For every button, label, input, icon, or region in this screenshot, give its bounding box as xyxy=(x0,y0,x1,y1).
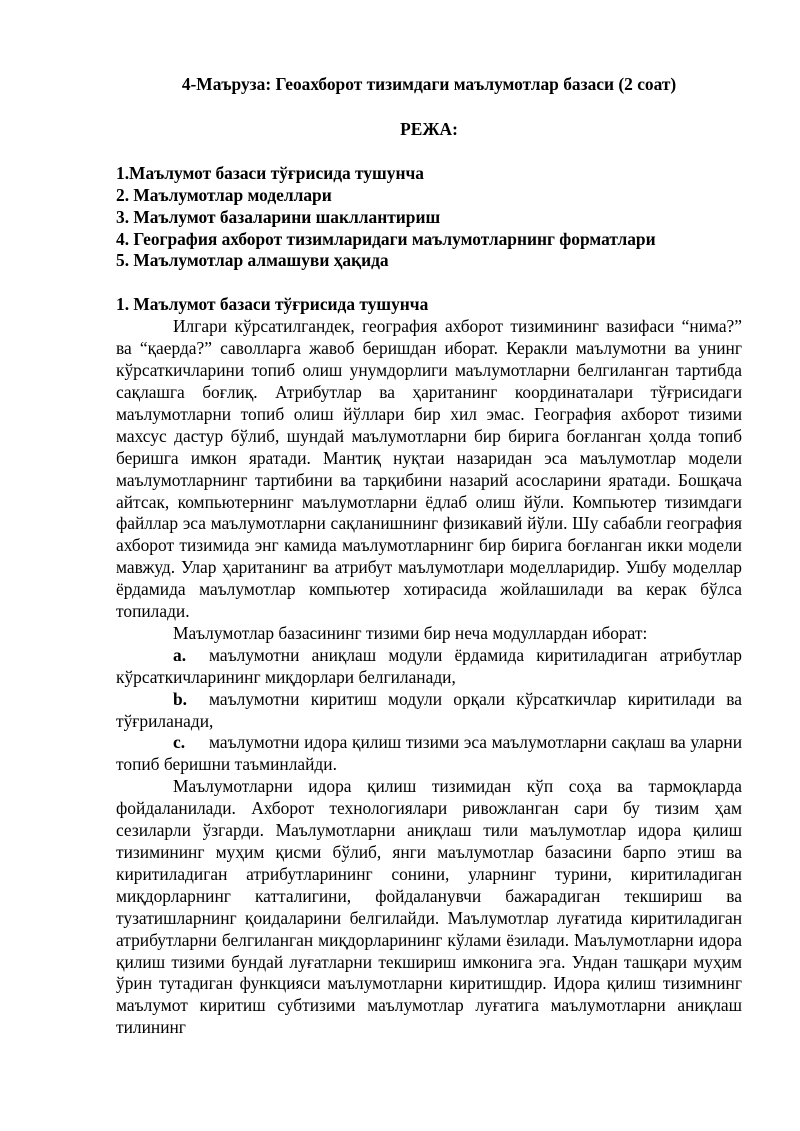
document-page xyxy=(116,74,742,1039)
plan-heading: РЕЖА: xyxy=(400,118,458,139)
list-item-text: маълумотни идора қилиш тизими эса маълумотларни сақлаш ва уларни топиб беришни таъминлайди. xyxy=(116,732,742,775)
plan-item: 3. Маълумот базаларини шакллантириш xyxy=(116,206,441,227)
module-list-item xyxy=(116,732,742,776)
plan-item: 5. Маълумотлар алмашуви ҳақида xyxy=(116,250,389,271)
list-item-text: маълумотни киритиш модули орқали кўрсаткичлар киритилади ва тўғриланади, xyxy=(116,688,742,731)
plan-item: 1.Маълумот базаси тўғрисида тушунча xyxy=(116,162,424,183)
list-marker: c. xyxy=(173,732,186,753)
body-paragraph: Илгари кўрсатилгандек, география ахборот тизимининг вазифаси “нима?” ва “қаерда?” саволларга жавоб беришдан иборат. Керакли маълумотни ва унинг кўрсаткичларини топиб олиш унумдорлиги маълумотларни белгиланган тартибда сақлашга боғлиқ. Атрибутлар ва ҳаританинг координаталари тўғрисидаги маълумотларни топиб олиш йўллари бир хил эмас. География ахборот тизими махсус дастур бўлиб, шундай маълумотларни бир бирига боғланган ҳолда топиб беришга имкон яратади. Мантиқ нуқтаи назаридан эса маълумотлар модели маълумотларнинг тартибини ва тарқибини назарий асосларини яратади. Бошқача айтсак, компьютернинг маълумотларни ёдлаб олиш йўли. Компьютер тизимдаги файллар эса маълумотларни сақланишнинг физикавий йўли. Шу сабабли география ахборот тизимида энг камида маълумотларнинг бир бирига боғланган икки модели мавжуд. Улар ҳаританинг ва атрибут маълумотлари моделларидир. Ушбу моделлар ёрдамида маълумотлар компьютер хотирасида жойлашилади ва керак бўлса топилади. xyxy=(116,316,742,622)
body-paragraph: Маълумотлар базасининг тизими бир неча модуллардан иборат: xyxy=(173,622,648,643)
list-marker: a. xyxy=(173,644,187,665)
plan-item: 4. География ахборот тизимларидаги маълумотларнинг форматлари xyxy=(116,228,656,249)
section-heading: 1. Маълумот базаси тўғрисида тушунча xyxy=(116,294,429,315)
lecture-title: 4-Маъруза: Геоахборот тизимдаги маълумотлар базаси (2 соат) xyxy=(181,74,677,94)
list-marker: b. xyxy=(173,688,188,709)
list-item-text: маълумотни аниқлаш модули ёрдамида киритиладиган атрибутлар кўрсаткичларининг миқдорлари белгиланади, xyxy=(116,644,742,687)
plan-list xyxy=(116,163,742,273)
body-paragraph: Маълумотларни идора қилиш тизимидан кўп соҳа ва тармоқларда фойдаланилади. Ахборот технологиялари ривожланган сари бу тизим ҳам сезиларли ўзгарди. Маълумотларни аниқлаш тили маълумотлар идора қилиш тизимининг муҳим қисми бўлиб, янги маълумотлар базасини барпо этиш ва киритиладиган атрибутларининг сонини, уларнинг турини, киритиладиган миқдорларнинг катталигини, фойдаланувчи бажарадиган текшириш ва тузатишларнинг қоидаларини белгилайди. Маълумотлар луғатида киритиладиган атрибутларни белгиланган миқдорларининг кўлами ёзилади. Маълумотларни идора қилиш тизими бундай луғатларни текшириш имконига эга. Ундан ташқари муҳим ўрин тутадиган функцияси маълумотларни киритишдир. Идора қилиш тизимнинг маълумот киритиш субтизими маълумотлар луғатига маълумотларни аниқлаш тилининг xyxy=(116,776,742,1038)
module-list-item xyxy=(116,645,742,689)
plan-item: 2. Маълумотлар моделлари xyxy=(116,184,332,205)
module-list-item xyxy=(116,689,742,733)
